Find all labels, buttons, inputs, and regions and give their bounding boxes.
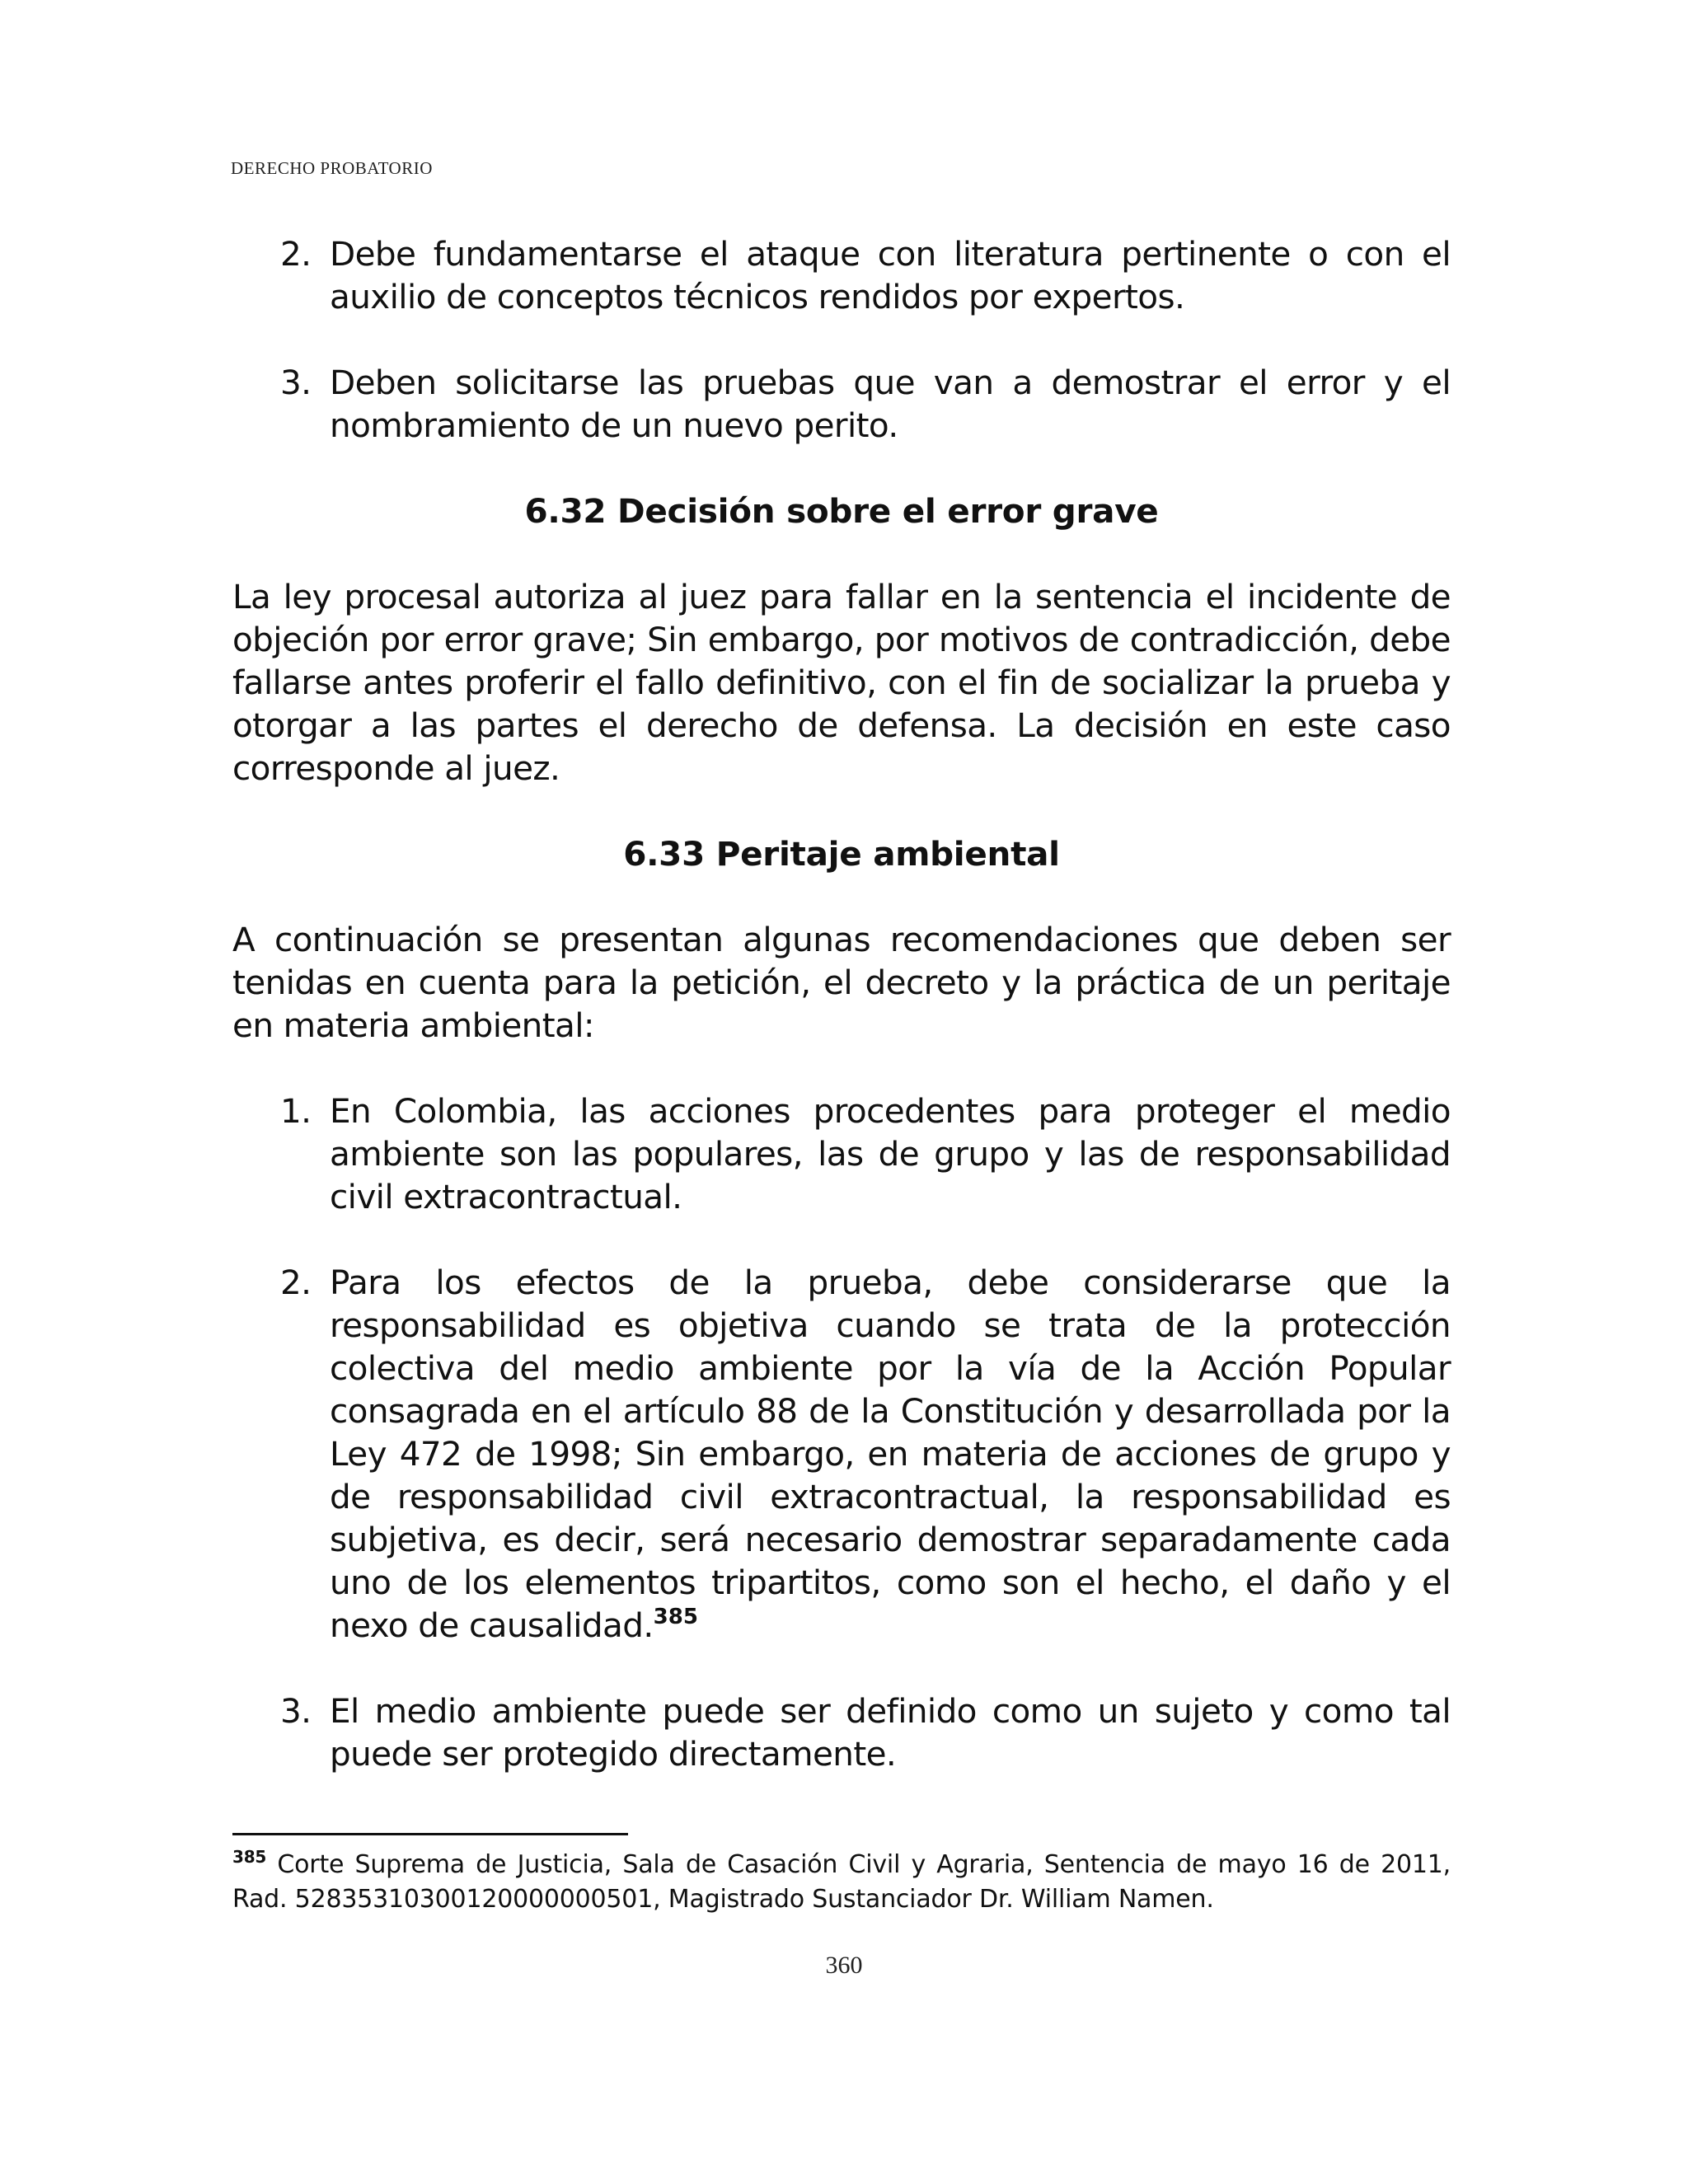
- list-item-number: 2.: [280, 234, 312, 274]
- environmental-recommendations-list: [232, 1090, 1451, 1775]
- list-item: [280, 1690, 1451, 1775]
- footnote-reference[interactable]: 385: [653, 1605, 698, 1629]
- list-item-number: 2.: [280, 1263, 312, 1302]
- footnote: [232, 1848, 1451, 1917]
- list-item-number: 1.: [280, 1091, 312, 1131]
- recommendations-list-continued: [232, 232, 1451, 447]
- footnote-separator: [232, 1833, 628, 1835]
- running-head: DERECHO PROBATORIO: [231, 158, 433, 178]
- page-number: 360: [825, 1952, 863, 1979]
- list-item-text: Para los efectos de la prueba, debe considerarse que la responsabilidad es objetiva cuando se trata de la protección colectiva del medio ambiente por la vía de la Acción Popular consagrada en el artículo 88 de la Constitución y desarrollada por la Ley 472 de 1998; Sin embargo, en materia de acciones de grupo y de responsabilidad civil extracontractual, la responsabilidad es subjetiva, es decir, será necesario demostrar separadamente cada uno de los elementos tripartitos, como son el hecho, el daño y el nexo de causalidad.: [330, 1263, 1451, 1645]
- footnote-text: Corte Suprema de Justicia, Sala de Casación Civil y Agraria, Sentencia de mayo 16 de 2011, Rad. 52835310300120000000501, Magistrado Sustanciador Dr. William Namen.: [232, 1850, 1451, 1914]
- section-heading-6-32: 6.32 Decisión sobre el error grave: [524, 491, 1159, 531]
- list-item-text: En Colombia, las acciones procedentes para proteger el medio ambiente son las populares, las de grupo y las de responsabilidad civil extracontractual.: [330, 1091, 1451, 1216]
- list-item: [280, 1090, 1451, 1218]
- section-heading-6-33: 6.33 Peritaje ambiental: [623, 834, 1060, 874]
- list-item: [280, 361, 1451, 447]
- section-paragraph-6-33: A continuación se presentan algunas recomendaciones que deben ser tenidas en cuenta para la petición, el decreto y la práctica de un peritaje en materia ambiental:: [232, 920, 1451, 1045]
- list-item: [280, 232, 1451, 318]
- footnote-number: 385: [232, 1847, 267, 1867]
- section-paragraph-6-32: La ley procesal autoriza al juez para fallar en la sentencia el incidente de objeción por error grave; Sin embargo, por motivos de contradicción, debe fallarse antes proferir el fallo definitivo, con el fin de socializar la prueba y otorgar a las partes el derecho de defensa. La decisión en este caso corresponde al juez.: [232, 577, 1451, 788]
- list-item: [280, 1261, 1451, 1647]
- list-item-text: Debe fundamentarse el ataque con literatura pertinente o con el auxilio de conceptos técnicos rendidos por expertos.: [330, 234, 1451, 316]
- list-item-text: El medio ambiente puede ser definido como un sujeto y como tal puede ser protegido directamente.: [330, 1691, 1451, 1774]
- list-item-text: Deben solicitarse las pruebas que van a demostrar el error y el nombramiento de un nuevo perito.: [330, 363, 1451, 445]
- list-item-number: 3.: [280, 363, 312, 402]
- list-item-number: 3.: [280, 1691, 312, 1731]
- page-body: [232, 232, 1451, 1775]
